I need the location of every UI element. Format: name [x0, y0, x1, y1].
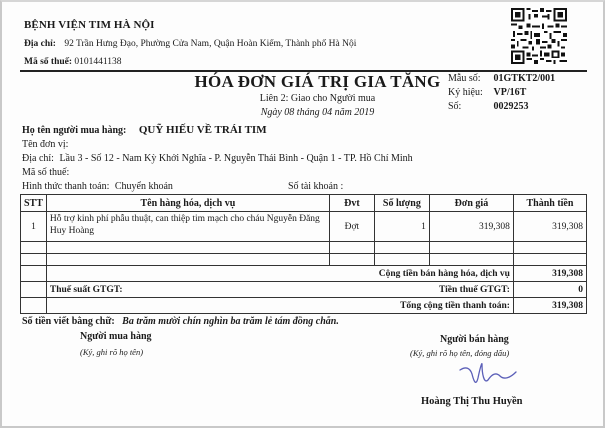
invoice-form: [448, 73, 555, 84]
number-value: 0029253: [493, 101, 529, 112]
buyer-tax-label: Mã số thuế:: [22, 167, 70, 178]
row-stt: 1: [21, 212, 47, 242]
subtotal-row: [21, 266, 587, 282]
table-row-empty: [21, 254, 587, 266]
invoice-title: HÓA ĐƠN GIÁ TRỊ GIA TĂNG: [194, 72, 441, 91]
seller-address-label: Địa chỉ:: [24, 39, 56, 49]
amount-in-words: [22, 316, 339, 327]
form-value: 01GTKT2/001: [493, 73, 556, 84]
seller-tax-label: Mã số thuế:: [24, 57, 73, 67]
qr-code-icon: [510, 8, 568, 64]
buyer-account: [288, 181, 343, 192]
invoice-date: Ngày 08 tháng 04 năm 2019: [260, 107, 375, 118]
buyer-address-label: Địa chỉ:: [22, 153, 54, 164]
invoice-number: [448, 101, 529, 112]
row-total: 319,308: [513, 212, 586, 242]
number-label: Số:: [448, 101, 462, 112]
amount-in-words-label: Số tiền viết bằng chữ:: [22, 316, 115, 327]
table-row-empty: [21, 242, 587, 254]
amount-in-words-value: Ba trăm mười chín nghìn ba trăm lẻ tám đồng chẵn.: [122, 316, 339, 327]
row-unit: Đợt: [329, 212, 374, 242]
vat-rate-label: Thuế suất GTGT:: [49, 284, 123, 295]
subtotal-label: Cộng tiền bán hàng hóa, dịch vụ: [46, 266, 513, 282]
grand-total-label: Tổng cộng tiền thanh toán:: [46, 298, 513, 314]
table-header-row: [21, 195, 587, 212]
buyer-unit: [22, 139, 68, 150]
buyer-name: [22, 124, 267, 136]
buyer-signature-note: (Ký, ghi rõ họ tên): [80, 347, 144, 357]
vat-row: [21, 282, 587, 298]
table-row: [21, 212, 587, 242]
vat-amount-label: Tiền thuế GTGT:: [438, 284, 510, 295]
invoice-copy: Liên 2: Giao cho Người mua: [259, 93, 376, 104]
invoice-symbol: [448, 87, 526, 98]
subtotal-value: 319,308: [513, 266, 586, 282]
grand-total-value: 319,308: [513, 298, 586, 314]
seller-name: BỆNH VIỆN TIM HÀ NỘI: [24, 19, 155, 31]
col-name: Tên hàng hóa, dịch vụ: [46, 195, 329, 212]
col-unit: Đvt: [329, 195, 374, 212]
seller-signature-note: (Ký, ghi rõ họ tên, đóng dấu): [410, 348, 510, 358]
buyer-name-label: Họ tên người mua hàng:: [22, 125, 127, 136]
row-name: Hỗ trợ kinh phí phẫu thuật, can thiệp tim mạch cho cháu Nguyễn Đăng Huy Hoàng: [46, 212, 329, 242]
buyer-address-value: Lầu 3 - Số 12 - Nam Kỳ Khởi Nghĩa - P. Nguyễn Thái Bình - Quận 1 - TP. Hồ Chí Minh: [59, 153, 413, 164]
seller-signer-name: Hoàng Thị Thu Huyền: [421, 396, 523, 407]
seller-address: [24, 39, 356, 49]
form-label: Mẫu số:: [448, 73, 481, 84]
col-total: Thành tiền: [513, 195, 586, 212]
items-table: [20, 194, 587, 314]
seller-tax-value: 0101441138: [74, 57, 122, 67]
payment-label: Hình thức thanh toán:: [22, 181, 110, 192]
buyer-signature-title: Người mua hàng: [80, 331, 152, 342]
account-label: Số tài khoản :: [288, 181, 344, 192]
row-price: 319,308: [429, 212, 513, 242]
buyer-unit-label: Tên đơn vị:: [22, 139, 69, 150]
seller-address-value: 92 Trần Hưng Đạo, Phường Cửa Nam, Quận Hoàn Kiếm, Thành phố Hà Nội: [64, 39, 357, 49]
col-qty: Số lượng: [374, 195, 429, 212]
row-qty: 1: [374, 212, 429, 242]
seller-tax-code: [24, 57, 122, 67]
signature-icon: [458, 360, 518, 390]
payment-value: Chuyển khoản: [114, 181, 173, 192]
seller-signature-title: Người bán hàng: [440, 334, 509, 345]
col-price: Đơn giá: [429, 195, 513, 212]
buyer-payment-method: [22, 181, 173, 192]
buyer-name-value: QUỸ HIẾU VỀ TRÁI TIM: [138, 124, 267, 136]
vat-amount-value: 0: [513, 282, 586, 298]
symbol-value: VP/16T: [493, 87, 527, 98]
buyer-address: [22, 153, 413, 164]
col-stt: STT: [21, 195, 47, 212]
buyer-tax-code: [22, 167, 69, 178]
grand-total-row: [21, 298, 587, 314]
symbol-label: Ký hiệu:: [448, 87, 483, 98]
